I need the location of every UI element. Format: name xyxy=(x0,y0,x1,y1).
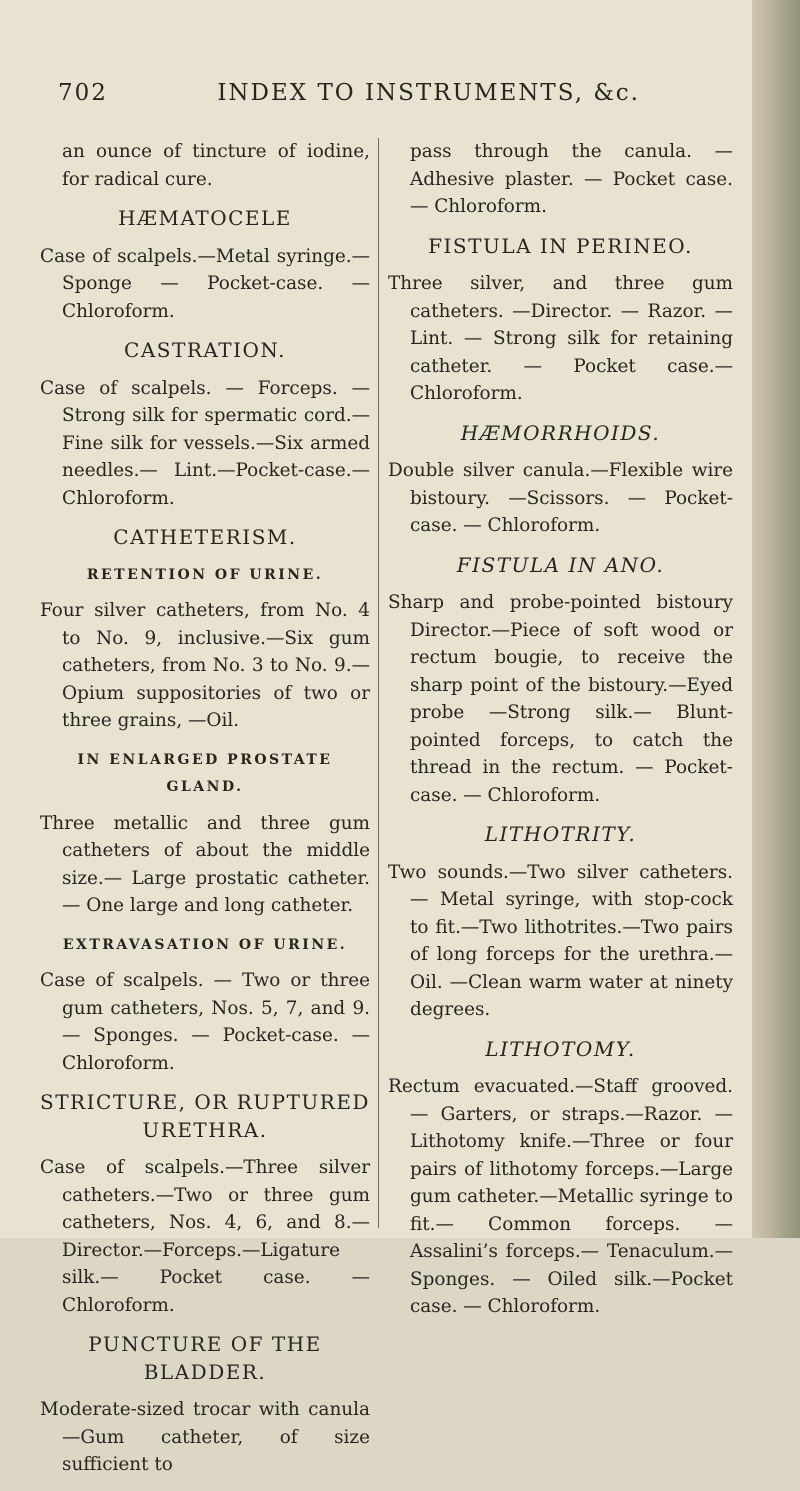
index-entry: Three metallic and three gum catheters of about the middle size.— Large prostatic catheter. — One large and long catheter. xyxy=(40,812,370,916)
section-heading: HÆMATOCELE xyxy=(118,206,292,230)
section-heading: LITHOTRITY. xyxy=(484,822,637,846)
index-entry: Double silver canula.—Flexible wire bistoury. —Scissors. — Pocket-case. — Chloroform. xyxy=(388,460,733,536)
section-heading: CATHETERISM. xyxy=(113,525,297,549)
running-title: INDEX TO INSTRUMENTS, &c. xyxy=(217,80,640,106)
index-entry: Case of scalpels. — Two or three gum catheters, Nos. 5, 7, and 9.— Sponges. — Pocket-case. — Chloroform. xyxy=(40,970,370,1074)
subsection-heading: RETENTION OF URINE. xyxy=(86,566,324,583)
continued-entry: pass through the canula. —Adhesive plaster. — Pocket case. — Chloroform. xyxy=(410,141,733,217)
section-heading: FISTULA IN ANO. xyxy=(456,552,665,577)
index-entry: Case of scalpels. — Forceps. — Strong silk for spermatic cord.—Fine silk for vessels.—Six armed needles.— Lint.—Pocket-case.—Chloroform. xyxy=(40,377,370,509)
page-header xyxy=(58,80,738,106)
subsection-heading: IN ENLARGED PROSTATE GLAND. xyxy=(77,751,333,795)
index-entry: Two sounds.—Two silver catheters.— Metal syringe, with stop-cock to fit.—Two lithotrites.—Two pairs of long forceps for the urethra.—Oil. —Clean warm water at ninety degrees. xyxy=(388,861,733,1020)
index-entry: Four silver catheters, from No. 4 to No. 9, inclusive.—Six gum catheters, from No. 3 to No. 9.—Opium suppositories of two or three grains, —Oil. xyxy=(40,600,370,731)
page-number: 702 xyxy=(58,80,108,106)
subsection-heading: EXTRAVASATION OF URINE. xyxy=(62,936,348,953)
page-edge-shadow xyxy=(752,0,800,1238)
index-entry: Rectum evacuated.—Staff grooved.— Garters, or straps.—Razor. — Lithotomy knife.—Three or four pairs of lithotomy forceps.—Large gum catheter.—Metallic syringe to fit.— Common forceps. — Assalini’s forceps.— Tenaculum.—Sponges. — Oiled silk.—Pocket case. — Chloroform. xyxy=(388,1076,733,1317)
column-divider xyxy=(378,138,379,1228)
section-heading: LITHOTOMY. xyxy=(485,1036,636,1061)
continued-entry: an ounce of tincture of iodine, for radical cure. xyxy=(62,141,370,190)
index-entry: Three silver, and three gum catheters. —Director. — Razor. — Lint. — Strong silk for retaining catheter. — Pocket case.—Chloroform. xyxy=(388,273,733,404)
left-column xyxy=(40,138,370,1491)
section-heading: STRICTURE, OR RUPTURED URETHRA. xyxy=(40,1090,370,1142)
right-column xyxy=(388,138,733,1333)
index-entry: Sharp and probe-pointed bistoury Director.—Piece of soft wood or rectum bougie, to receive the sharp point of the bistoury.—Eyed probe —Strong silk.— Blunt-pointed forceps, to catch the thread in the rectum. — Pocket-case. — Chloroform. xyxy=(388,592,733,806)
section-heading: CASTRATION. xyxy=(124,338,286,362)
section-heading: PUNCTURE OF THE BLADDER. xyxy=(88,1332,322,1384)
section-heading: HÆMORRHOIDS. xyxy=(460,420,661,445)
index-entry: Case of scalpels.—Three silver catheters.—Two or three gum catheters, Nos. 4, 6, and 8.—Director.—Forceps.—Ligature silk.— Pocket case. —Chloroform. xyxy=(40,1157,370,1316)
index-entry: Moderate-sized trocar with canula —Gum catheter, of size sufficient to xyxy=(40,1399,370,1475)
section-heading: FISTULA IN PERINEO. xyxy=(428,233,693,258)
index-entry: Case of scalpels.—Metal syringe.—Sponge — Pocket-case. — Chloroform. xyxy=(40,245,370,322)
